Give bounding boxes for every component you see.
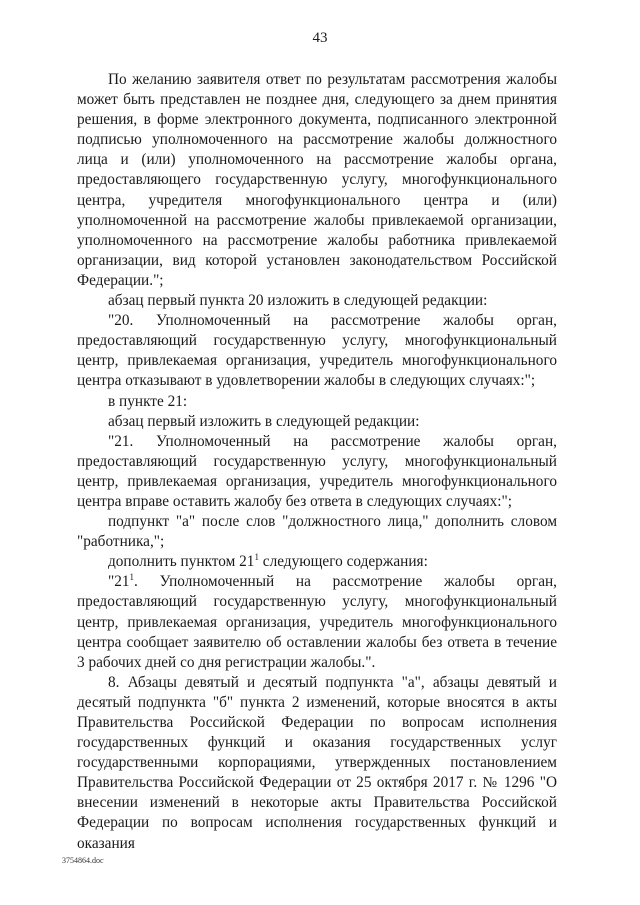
text-run: "21 [108, 573, 130, 591]
paragraph-item-21-1 [77, 572, 557, 672]
paragraph-first-abzac: абзац первый изложить в следующей редакции: [108, 412, 420, 430]
page-number: 43 [312, 30, 328, 46]
superscript: 1 [129, 572, 135, 583]
paragraph-add-item-21-1 [77, 552, 557, 572]
paragraph-subitem-a: подпункт "а" после слов "должностного лица," дополнить словом "работника,"; [77, 513, 557, 551]
paragraph-amend-20: абзац первый пункта 20 изложить в следующей редакции: [108, 292, 488, 310]
paragraph-in-item-21: в пункте 21: [108, 392, 188, 410]
text-run: дополнить пунктом 21 [108, 553, 255, 571]
paragraph-item-8: 8. Абзацы девятый и десятый подпункта "а", абзацы девятый и десятый подпункта "б" пункта 2 изменений, которые вносятся в акты Правительства Российской Федерации по вопросам исполнения государственных функций и оказания государственных услуг государственными корпорациями, утвержденных постановлением Правительства Российской Федерации от 25 октября 2017 г. № 1296 "О внесении изменений в некоторые акты Правительства Российской Федерации по вопросам исполнения государственных функций и оказания [77, 673, 557, 852]
paragraph-response-form: По желанию заявителя ответ по результатам рассмотрения жалобы может быть представлен не позднее дня, следующего за днем принятия решения, в форме электронного документа, подписанного электронной подписью уполномоченного на рассмотрение жалобы должностного лица и (или) уполномоченного на рассмотрение жалобы органа, предоставляющего государственную услугу, многофункционального центра, учредителя многофункционального центра и (или) уполномоченной на рассмотрение жалобы привлекаемой организации, уполномоченного на рассмотрение жалобы работника привлекаемой организации, вид которой установлен законодательством Российской Федерации."; [77, 71, 557, 289]
footer-filename: 3754864.doc [62, 856, 104, 865]
text-run: . Уполномоченный на рассмотрение жалобы орган, предоставляющий государственную услугу, многофункциональный центр, привлекаемая организация, учредитель многофункционального центра сообщает заявителю об оставлении жалобы без ответа в течение 3 рабочих дней со дня регистрации жалобы.". [77, 573, 557, 671]
document-body [77, 70, 557, 854]
text-run: следующего содержания: [258, 553, 428, 571]
superscript: 1 [254, 552, 259, 563]
paragraph-item-20: "20. Уполномоченный на рассмотрение жалобы орган, предоставляющий государственную услугу, многофункциональный центр, привлекаемая организация, учредитель многофункционального центра отказывают в удовлетворении жалобы в следующих случаях:"; [77, 312, 557, 390]
paragraph-item-21: "21. Уполномоченный на рассмотрение жалобы орган, предоставляющий государственную услугу, многофункциональный центр, привлекаемая организация, учредитель многофункционального центра вправе оставить жалобу без ответа в следующих случаях:"; [77, 432, 557, 510]
